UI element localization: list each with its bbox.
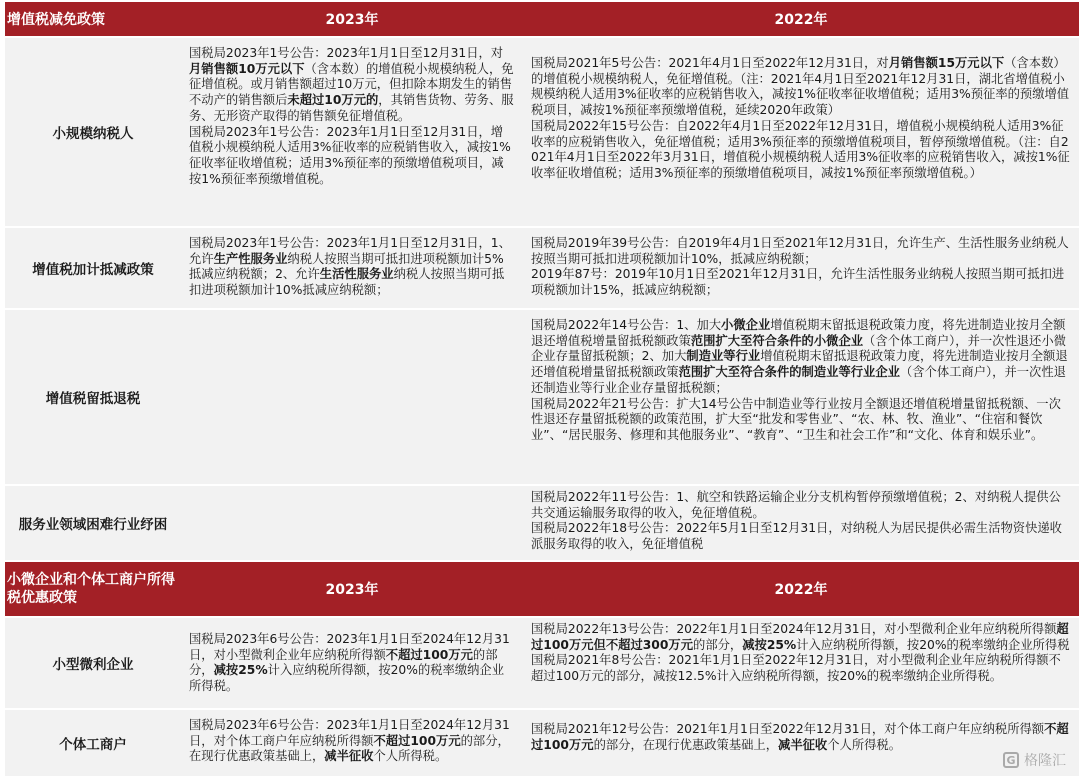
section1-header	[5, 2, 1079, 36]
section2-header-title: 小微企业和个体工商户所得税优惠政策	[7, 572, 175, 606]
section1-header-title: 增值税减免政策	[7, 12, 105, 28]
cell-2023-text: 国税局2023年1号公告：2023年1月1日至12月31日，1、允许生产性服务业纳税人按照当期可抵扣进项税额加计5%抵减应纳税额；2、允许生活性服务业纳税人按照当期可抵扣进项税额加计10%抵减应纳税额；	[189, 236, 511, 298]
section2-header	[5, 562, 1079, 616]
table-row-vat-credit-refund	[5, 310, 1079, 484]
table-row-small-micro-enterprise	[5, 618, 1079, 708]
table-row-vat-additional-deduction	[5, 228, 1079, 308]
row-label: 小型微利企业	[5, 618, 181, 708]
row-label: 小规模纳税人	[5, 38, 181, 226]
cell-2022	[523, 618, 1079, 708]
cell-2022-text: 国税局2019年39号公告：自2019年4月1日至2021年12月31日，允许生产、生活性服务业纳税人按照当期可抵扣进项税额加计10%，抵减应纳税额； 2019年87号：2019年10月1日至2021年12月31日，允许生活性服务业纳税人按照当期可抵扣进项税额加计15%，抵减应纳税额；	[531, 236, 1069, 298]
cell-2022	[523, 710, 1079, 776]
cell-2023	[181, 228, 523, 308]
cell-2022	[523, 228, 1079, 308]
row-label: 服务业领域困难行业纾困	[5, 486, 181, 560]
cell-2022-text: 国税局2022年13号公告：2022年1月1日至2024年12月31日，对小型微利企业年应纳税所得额超过100万元但不超过300万元的部分，减按25%计入应纳税所得额，按20%的税率缴纳企业所得税 国税局2021年8号公告：2021年1月1日至2022年12月31日，对小型微利企业年应纳税所得额不超过100万元的部分，减按12.5%计入应纳税所得额，按20%的税率缴纳企业所得税。	[531, 622, 1070, 684]
cell-2023-text	[181, 486, 523, 494]
cell-2023	[181, 710, 523, 776]
cell-2023-text: 国税局2023年1号公告：2023年1月1日至12月31日，对月销售额10万元以下（含本数）的增值税小规模纳税人，免征增值税。或月销售额超过10万元，但扣除本期发生的销售不动产的销售额后未超过10万元的，其销售货物、劳务、服务、无形资产取得的销售额免征增值税。 国税局2023年1号公告：2023年1月1日至12月31日，增值税小规模纳税人适用3%征收率的应税销售收入，减按1%征收率征收增值税；适用3%预征率的预缴增值税项目，减按1%预征率预缴增值税。	[189, 46, 514, 186]
watermark	[1003, 750, 1066, 770]
cell-2022	[523, 310, 1079, 484]
table-row-service-industry-relief	[5, 486, 1079, 560]
table-row-small-scale-taxpayer	[5, 38, 1079, 226]
row-label: 个体工商户	[5, 710, 181, 776]
gelonghui-logo-icon: G	[1003, 752, 1019, 768]
row-label: 增值税留抵退税	[5, 310, 181, 484]
cell-2022-text: 国税局2022年14号公告：1、加大小微企业增值税期末留抵退税政策力度，将先进制造业按月全额退还增值税增量留抵税额政策范围扩大至符合条件的小微企业（含个体工商户），并一次性退还小微企业存量留抵税额；2、加大制造业等行业增值税期末留抵退税政策力度，将先进制造业按月全额退还增值税增量留抵税额政策范围扩大至符合条件的制造业等行业企业（含个体工商户），并一次性退还制造业等行业企业存量留抵税额； 国税局2022年21号公告：扩大14号公告中制造业等行业按月全额退还增值税增量留抵税额、一次性退还存量留抵税额的政策范围，扩大至“批发和零售业”、“农、林、牧、渔业”、“住宿和餐饮业”、“居民服务、修理和其他服务业”、“教育”、“卫生和社会工作”和“文化、体育和娱乐业”。	[531, 318, 1068, 442]
cell-2022	[523, 486, 1079, 560]
cell-2022-text: 国税局2021年12号公告：2021年1月1日至2022年12月31日，对个体工商户年应纳税所得额不超过100万元的部分，在现行优惠政策基础上，减半征收个人所得税。	[531, 722, 1069, 752]
table-row-individual-business	[5, 710, 1079, 776]
section2-header-2023: 2023年	[325, 582, 379, 598]
cell-2023	[181, 486, 523, 560]
cell-2023	[181, 618, 523, 708]
section1-header-2022: 2022年	[774, 12, 828, 28]
section2-header-2022: 2022年	[774, 582, 828, 598]
cell-2022	[523, 38, 1079, 226]
cell-2023-text: 国税局2023年6号公告：2023年1月1日至2024年12月31日，对个体工商户年应纳税所得额不超过100万元的部分，在现行优惠政策基础上，减半征收个人所得税。	[189, 718, 510, 764]
watermark-text: 格隆汇	[1024, 753, 1066, 769]
cell-2023	[181, 38, 523, 226]
cell-2022-text: 国税局2022年11号公告：1、航空和铁路运输企业分支机构暂停预缴增值税；2、对纳税人提供公共交通运输服务取得的收入，免征增值税。 国税局2022年18号公告：2022年5月1日至12月31日，对纳税人为居民提供必需生活物资快递收派服务取得的收入，免征增值税	[531, 490, 1062, 552]
section1-header-2023: 2023年	[325, 12, 379, 28]
row-label: 增值税加计抵减政策	[5, 228, 181, 308]
cell-2023-text	[181, 310, 523, 318]
cell-2023-text: 国税局2023年6号公告：2023年1月1日至2024年12月31日，对小型微利企业年应纳税所得额不超过100万元的部分，减按25%计入应纳税所得额，按20%的税率缴纳企业所得税。	[189, 632, 510, 694]
cell-2022-text: 国税局2021年5号公告：2021年4月1日至2022年12月31日，对月销售额15万元以下（含本数）的增值税小规模纳税人，免征增值税。（注：2021年4月1日至2021年12月31日，湖北省增值税小规模纳税人适用3%征收率的应税销售收入，减按1%征收率征收增值税；适用3%预征率的预缴增值税项目，减按1%预征率预缴增值税，延续2020年政策） 国税局2022年15号公告：自2022年4月1日至2022年12月31日，增值税小规模纳税人适用3%征收率的应税销售收入，免征增值税；适用3%预征率的预缴增值税项目，暂停预缴增值税。（注：自2021年4月1日至2022年3月31日，增值税小规模纳税人适用3%征收率的应税销售收入，减按1%征收率征收增值税；适用3%预征率的预缴增值税项目，减按1%预征率预缴增值税。）	[531, 56, 1070, 180]
cell-2023	[181, 310, 523, 484]
